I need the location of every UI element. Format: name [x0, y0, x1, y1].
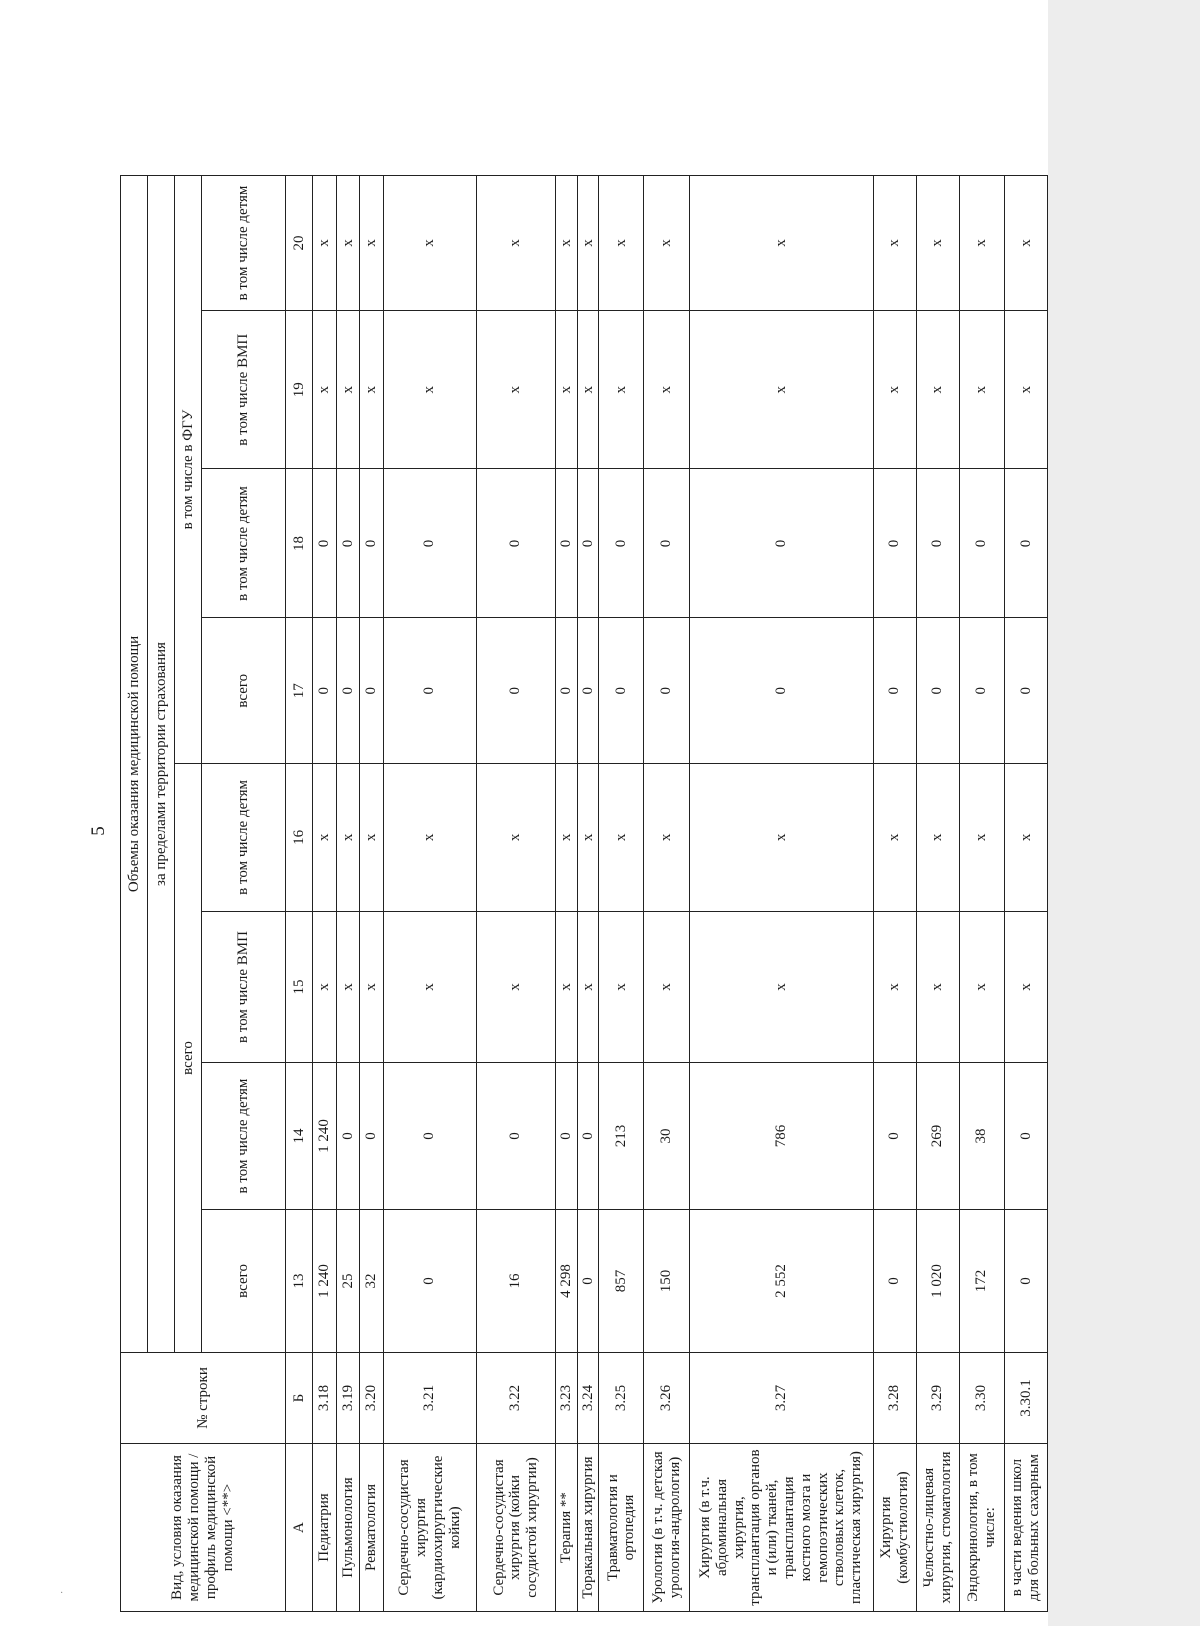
children-cell: 0	[1004, 1063, 1047, 1210]
fgu-children-cell: 0	[1004, 469, 1047, 618]
total-cell: 857	[599, 1209, 644, 1352]
fgu-children-cell: х	[644, 176, 689, 311]
table-row	[384, 176, 477, 1612]
fgu-vmp-cell: х	[689, 310, 873, 468]
vmp-cell: х	[556, 911, 578, 1062]
children-cell: 269	[916, 1063, 959, 1210]
total-cell: 0	[384, 1209, 477, 1352]
row-number-cell: 3.20	[360, 1352, 384, 1443]
fgu-children-cell: 0	[644, 469, 689, 618]
fgu-children-cell: 0	[873, 469, 916, 618]
vmp-cell: х	[577, 911, 599, 1062]
row-number-cell: 3.23	[556, 1352, 578, 1443]
vmp-cell: х	[873, 911, 916, 1062]
fgu-vmp-cell: х	[360, 310, 384, 468]
table-row	[1004, 176, 1047, 1612]
fgu-total-cell: 0	[599, 618, 644, 763]
row-number-cell: 3.28	[873, 1352, 916, 1443]
code-cell: 19	[286, 310, 313, 468]
code-cell: Б	[286, 1352, 313, 1443]
fgu-total-cell: 0	[959, 618, 1004, 763]
fgu-children-cell: 0	[599, 469, 644, 618]
children-cell: х	[476, 763, 556, 911]
children-cell: х	[689, 763, 873, 911]
fgu-total-cell: 0	[360, 618, 384, 763]
fgu-vmp-cell: х	[1004, 310, 1047, 468]
row-number-cell: 3.30.1	[1004, 1352, 1047, 1443]
fgu-total-cell: 0	[689, 618, 873, 763]
profile-cell: Травматология и ортопедия	[599, 1444, 644, 1612]
children-cell: 0	[556, 1063, 578, 1210]
fgu-total-cell: 0	[644, 618, 689, 763]
code-cell: А	[286, 1444, 313, 1612]
fgu-children-cell: х	[599, 176, 644, 311]
children-cell: 0	[476, 1063, 556, 1210]
code-cell: 17	[286, 618, 313, 763]
row-number-cell: 3.30	[959, 1352, 1004, 1443]
profile-cell: Торакальная хирургия	[577, 1444, 599, 1612]
children-cell: 786	[689, 1063, 873, 1210]
profile-cell: Урология (в т.ч. детская урология-андрология)	[644, 1444, 689, 1612]
vmp-cell: х	[599, 911, 644, 1062]
table-row	[360, 176, 384, 1612]
fgu-total-cell: 0	[336, 618, 360, 763]
vmp-cell: х	[384, 911, 477, 1062]
header-fgu-group: в том числе в ФГУ	[175, 176, 202, 764]
fgu-vmp-cell: х	[644, 310, 689, 468]
table-row	[476, 176, 556, 1612]
children-cell: 0	[577, 1063, 599, 1210]
profile-cell: Сердечно-сосудистая хирургия (кардиохирургические койки)	[384, 1444, 477, 1612]
header-profile: Вид, условия оказания медицинской помощи / профиль медицинской помощи <**>	[121, 1444, 286, 1612]
row-number-cell: 3.29	[916, 1352, 959, 1443]
fgu-total-cell: 0	[556, 618, 578, 763]
fgu-total-cell: 0	[1004, 618, 1047, 763]
fgu-children-cell: 0	[689, 469, 873, 618]
total-cell: 16	[476, 1209, 556, 1352]
total-cell: 1 240	[313, 1209, 337, 1352]
fgu-vmp-cell: х	[599, 310, 644, 468]
profile-cell: Сердечно-сосудистая хирургия (койки сосудистой хирургии)	[476, 1444, 556, 1612]
header-children: в том числе детям	[202, 469, 286, 618]
row-number-cell: 3.22	[476, 1352, 556, 1443]
total-cell: 172	[959, 1209, 1004, 1352]
table-row	[689, 176, 873, 1612]
row-number-cell: 3.24	[577, 1352, 599, 1443]
children-cell: х	[644, 763, 689, 911]
vmp-cell: х	[644, 911, 689, 1062]
children-cell: х	[360, 763, 384, 911]
row-number-cell: 3.27	[689, 1352, 873, 1443]
children-cell: х	[577, 763, 599, 911]
header-total-group: всего	[175, 763, 202, 1352]
row-number-cell: 3.21	[384, 1352, 477, 1443]
fgu-children-cell: х	[577, 176, 599, 311]
fgu-children-cell: х	[873, 176, 916, 311]
children-cell: 0	[360, 1063, 384, 1210]
code-cell: 20	[286, 176, 313, 311]
total-cell: 4 298	[556, 1209, 578, 1352]
children-cell: х	[959, 763, 1004, 911]
fgu-children-cell: 0	[556, 469, 578, 618]
children-cell: 38	[959, 1063, 1004, 1210]
fgu-children-cell: х	[556, 176, 578, 311]
profile-cell: Челюстно-лицевая хирургия, стоматология	[916, 1444, 959, 1612]
header-children: в том числе детям	[202, 1063, 286, 1210]
code-cell: 18	[286, 469, 313, 618]
profile-cell: Эндокринология, в том числе:	[959, 1444, 1004, 1612]
fgu-children-cell: 0	[384, 469, 477, 618]
children-cell: 30	[644, 1063, 689, 1210]
children-cell: 0	[384, 1063, 477, 1210]
header-row-number: № строки	[121, 1352, 286, 1443]
medical-volumes-table	[120, 175, 1048, 1612]
table-row	[556, 176, 578, 1612]
vmp-cell: х	[360, 911, 384, 1062]
total-cell: 25	[336, 1209, 360, 1352]
children-cell: х	[384, 763, 477, 911]
total-cell: 1 020	[916, 1209, 959, 1352]
code-cell: 15	[286, 911, 313, 1062]
children-cell: 0	[336, 1063, 360, 1210]
table-row	[577, 176, 599, 1612]
fgu-vmp-cell: х	[336, 310, 360, 468]
fgu-children-cell: 0	[959, 469, 1004, 618]
fgu-vmp-cell: х	[313, 310, 337, 468]
total-cell: 0	[873, 1209, 916, 1352]
fgu-children-cell: х	[916, 176, 959, 311]
vmp-cell: х	[916, 911, 959, 1062]
row-number-cell: 3.19	[336, 1352, 360, 1443]
fgu-vmp-cell: х	[384, 310, 477, 468]
children-cell: х	[313, 763, 337, 911]
header-vmp: в том числе ВМП	[202, 911, 286, 1062]
profile-cell: в части ведения школ для больных сахарным	[1004, 1444, 1047, 1612]
row-number-cell: 3.25	[599, 1352, 644, 1443]
column-codes-row	[286, 176, 313, 1612]
children-cell: х	[599, 763, 644, 911]
fgu-children-cell: х	[959, 176, 1004, 311]
fgu-vmp-cell: х	[916, 310, 959, 468]
children-cell: 213	[599, 1063, 644, 1210]
fgu-total-cell: 0	[476, 618, 556, 763]
children-cell: х	[336, 763, 360, 911]
header-total: всего	[202, 618, 286, 763]
page-number: 5	[88, 826, 109, 836]
fgu-total-cell: 0	[577, 618, 599, 763]
fgu-children-cell: х	[336, 176, 360, 311]
total-cell: 2 552	[689, 1209, 873, 1352]
children-cell: х	[916, 763, 959, 911]
children-cell: х	[1004, 763, 1047, 911]
fgu-vmp-cell: х	[476, 310, 556, 468]
fgu-children-cell: 0	[336, 469, 360, 618]
fgu-total-cell: 0	[873, 618, 916, 763]
fgu-vmp-cell: х	[577, 310, 599, 468]
fgu-children-cell: х	[689, 176, 873, 311]
fgu-children-cell: х	[313, 176, 337, 311]
row-number-cell: 3.26	[644, 1352, 689, 1443]
vmp-cell: х	[959, 911, 1004, 1062]
code-cell: 13	[286, 1209, 313, 1352]
fgu-children-cell: х	[384, 176, 477, 311]
children-cell: 1 240	[313, 1063, 337, 1210]
vmp-cell: х	[1004, 911, 1047, 1062]
code-cell: 16	[286, 763, 313, 911]
fgu-vmp-cell: х	[556, 310, 578, 468]
fgu-vmp-cell: х	[959, 310, 1004, 468]
vmp-cell: х	[313, 911, 337, 1062]
profile-cell: Педиатрия	[313, 1444, 337, 1612]
header-total: всего	[202, 1209, 286, 1352]
profile-cell: Пульмонология	[336, 1444, 360, 1612]
profile-cell: Терапия **	[556, 1444, 578, 1612]
profile-cell: Ревматология	[360, 1444, 384, 1612]
table-row	[916, 176, 959, 1612]
table-row	[313, 176, 337, 1612]
children-cell: х	[873, 763, 916, 911]
fgu-vmp-cell: х	[873, 310, 916, 468]
total-cell: 150	[644, 1209, 689, 1352]
table-row	[959, 176, 1004, 1612]
children-cell: х	[556, 763, 578, 911]
header-children: в том числе детям	[202, 176, 286, 311]
fgu-children-cell: 0	[577, 469, 599, 618]
table-row	[336, 176, 360, 1612]
fgu-children-cell: х	[1004, 176, 1047, 311]
header-outside-territory: за пределами территории страхования	[148, 176, 175, 1353]
row-number-cell: 3.18	[313, 1352, 337, 1443]
scan-speck: ·	[60, 1588, 64, 1599]
fgu-children-cell: 0	[916, 469, 959, 618]
fgu-children-cell: 0	[476, 469, 556, 618]
rotated-table-container	[120, 175, 1048, 1612]
fgu-children-cell: х	[476, 176, 556, 311]
fgu-total-cell: 0	[384, 618, 477, 763]
header-volumes: Объемы оказания медицинской помощи	[121, 176, 148, 1353]
fgu-children-cell: х	[360, 176, 384, 311]
vmp-cell: х	[689, 911, 873, 1062]
table-row	[644, 176, 689, 1612]
fgu-children-cell: 0	[360, 469, 384, 618]
total-cell: 0	[577, 1209, 599, 1352]
scan-edge-strip	[1048, 0, 1200, 1626]
total-cell: 32	[360, 1209, 384, 1352]
table-row	[599, 176, 644, 1612]
total-cell: 0	[1004, 1209, 1047, 1352]
fgu-total-cell: 0	[916, 618, 959, 763]
header-children: в том числе детям	[202, 763, 286, 911]
fgu-total-cell: 0	[313, 618, 337, 763]
table-row	[873, 176, 916, 1612]
fgu-children-cell: 0	[313, 469, 337, 618]
vmp-cell: х	[476, 911, 556, 1062]
profile-cell: Хирургия (в т.ч. абдоминальная хирургия, трансплантация органов и (или) тканей, трансплантация костного мозга и гемопоэтических стволовых клеток, пластическая хирургия)	[689, 1444, 873, 1612]
children-cell: 0	[873, 1063, 916, 1210]
profile-cell: Хирургия (комбустиология)	[873, 1444, 916, 1612]
vmp-cell: х	[336, 911, 360, 1062]
code-cell: 14	[286, 1063, 313, 1210]
header-vmp: в том числе ВМП	[202, 310, 286, 468]
